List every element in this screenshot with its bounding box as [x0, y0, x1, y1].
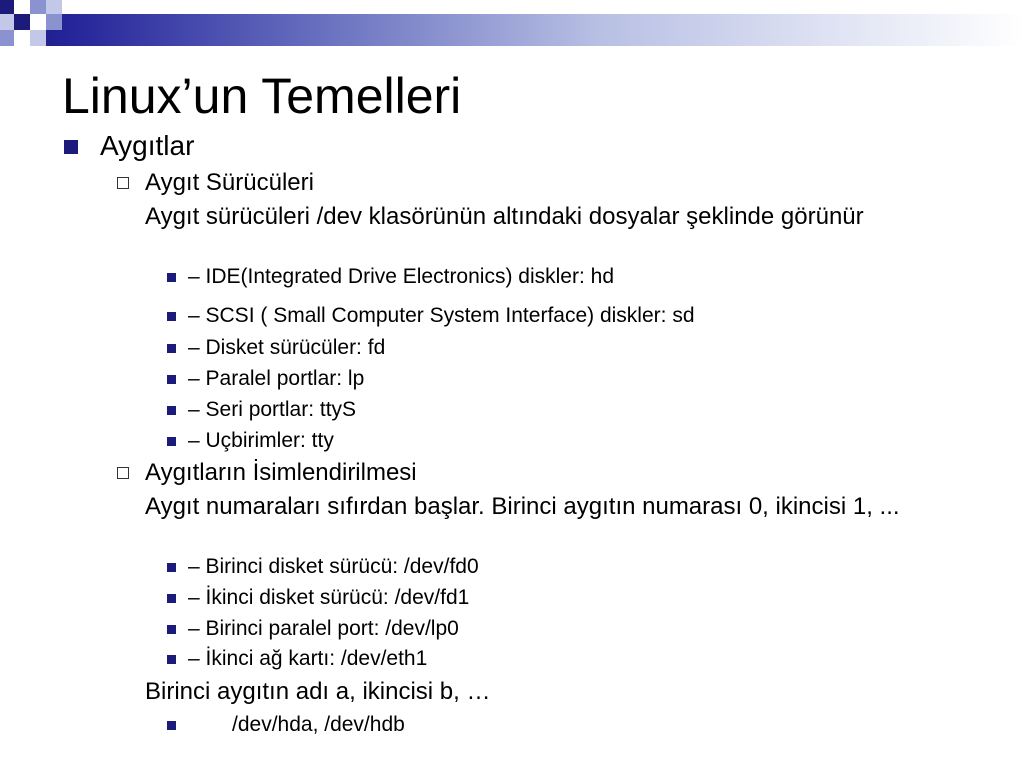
decor-square	[30, 14, 46, 30]
list-item: – SCSI ( Small Computer System Interface) diskler: sd	[188, 304, 695, 327]
decor-square	[46, 14, 62, 30]
section-heading: Aygıtların İsimlendirilmesi	[145, 459, 417, 486]
bullet-icon	[64, 140, 78, 154]
bullet-icon	[167, 437, 176, 446]
bullet-icon	[167, 273, 176, 282]
decor-square	[62, 0, 76, 14]
list-item: – Disket sürücüler: fd	[188, 336, 386, 359]
bullet-icon	[167, 406, 176, 415]
bullet-icon	[167, 721, 176, 730]
bullet-icon	[167, 655, 176, 664]
decor-square	[30, 0, 46, 14]
list-item: – Birinci paralel port: /dev/lp0	[188, 617, 459, 640]
section-body-text: Birinci aygıtın adı a, ikincisi b, …	[145, 678, 491, 705]
list-item: – İkinci ağ kartı: /dev/eth1	[188, 647, 428, 670]
decor-square	[0, 30, 14, 46]
hollow-square-bullet-icon	[117, 177, 129, 189]
level1-item: Aygıtlar	[100, 130, 195, 161]
hollow-square-bullet-icon	[117, 467, 129, 479]
list-item: – İkinci disket sürücü: /dev/fd1	[188, 586, 470, 609]
decor-square	[14, 30, 30, 46]
bullet-icon	[167, 375, 176, 384]
decor-square	[46, 0, 62, 14]
list-item: – Paralel portlar: lp	[188, 367, 365, 390]
section-body-text: Aygıt numaraları sıfırdan başlar. Birinci aygıtın numarası 0, ikincisi 1, ...	[145, 493, 900, 520]
decor-square	[0, 14, 14, 30]
section-heading: Aygıt Sürücüleri	[145, 169, 314, 196]
list-item: /dev/hda, /dev/hdb	[232, 713, 405, 736]
decor-square	[30, 30, 46, 46]
decor-square	[14, 14, 30, 30]
bullet-icon	[167, 312, 176, 321]
list-item: – Birinci disket sürücü: /dev/fd0	[188, 555, 479, 578]
section-body-text: Aygıt sürücüleri /dev klasörünün altındaki dosyalar şeklinde görünür	[145, 203, 864, 230]
list-item: – Uçbirimler: tty	[188, 429, 334, 452]
slide-title: Linux’un Temelleri	[62, 68, 462, 124]
bullet-icon	[167, 594, 176, 603]
header-gradient-bar	[0, 14, 1024, 46]
decor-square	[14, 0, 30, 14]
bullet-icon	[167, 563, 176, 572]
header-decoration	[0, 0, 1024, 48]
list-item: – IDE(Integrated Drive Electronics) diskler: hd	[188, 265, 614, 288]
list-item: – Seri portlar: ttyS	[188, 398, 357, 421]
decor-square	[0, 0, 14, 14]
bullet-icon	[167, 344, 176, 353]
bullet-icon	[167, 625, 176, 634]
